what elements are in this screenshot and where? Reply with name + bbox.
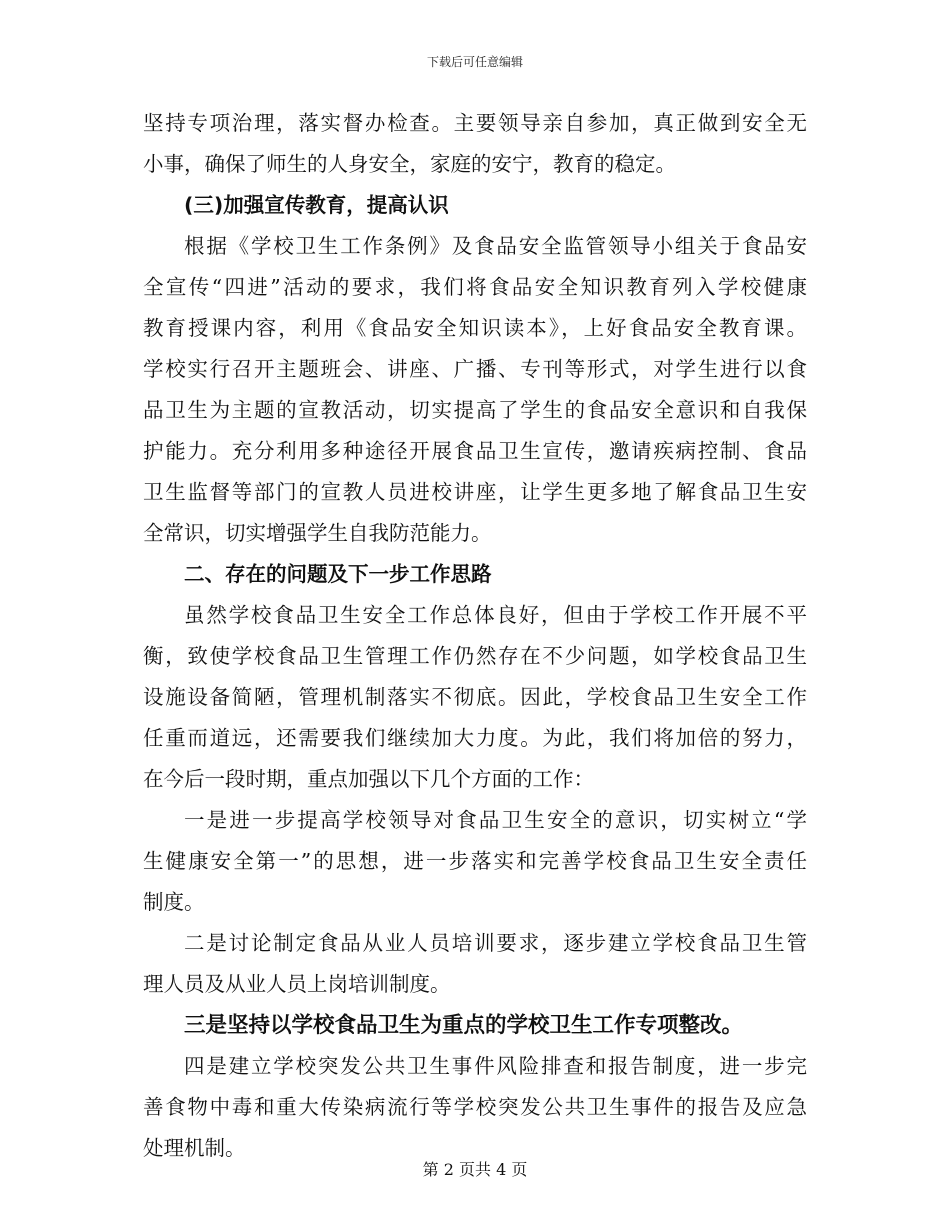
body-line: 二是讨论制定食品从业人员培训要求，逐步建立学校食品卫生管	[184, 931, 807, 955]
page-number: 第 2 页共 4 页	[422, 1160, 528, 1179]
body-line: 坚持专项治理，落实督办检查。主要领导亲自参加，真正做到安全无	[143, 111, 807, 135]
body-line: 生健康安全第一”的思想，进一步落实和完善学校食品卫生安全责任	[143, 849, 807, 873]
body-line: 衡，致使学校食品卫生管理工作仍然存在不少问题，如学校食品卫生	[143, 644, 807, 668]
section-heading: 二、存在的问题及下一步工作思路	[184, 562, 492, 586]
header-note: 下载后可任意编辑	[426, 55, 523, 69]
body-line: 根据《学校卫生工作条例》及食品安全监管领导小组关于食品安	[184, 234, 807, 258]
body-line: 学校实行召开主题班会、讲座、广播、专刊等形式，对学生进行以食	[143, 357, 807, 381]
body-line: 护能力。充分利用多种途径开展食品卫生宣传，邀请疾病控制、食品	[143, 439, 807, 463]
body-line: 处理机制。	[143, 1136, 246, 1160]
body-line: 虽然学校食品卫生安全工作总体良好，但由于学校工作开展不平	[184, 603, 807, 627]
body-line: 教育授课内容，利用《食品安全知识读本》，上好食品安全教育课。	[143, 316, 807, 340]
body-line: 全常识，切实增强学生自我防范能力。	[143, 521, 492, 545]
bold-item: 三是坚持以学校食品卫生为重点的学校卫生工作专项整改。	[184, 1013, 744, 1038]
body-line: 一是进一步提高学校领导对食品卫生安全的意识，切实树立“学	[184, 808, 807, 832]
body-line: 四是建立学校突发公共卫生事件风险排查和报告制度，进一步完	[184, 1054, 807, 1078]
body-line: 制度。	[143, 890, 205, 914]
section-heading: (三)加强宣传教育，提高认识	[184, 193, 449, 217]
body-line: 理人员及从业人员上岗培训制度。	[143, 972, 451, 996]
document-body	[143, 103, 807, 1169]
body-line: 品卫生为主题的宣教活动，切实提高了学生的食品安全意识和自我保	[143, 398, 807, 422]
body-line: 卫生监督等部门的宣教人员进校讲座，让学生更多地了解食品卫生安	[143, 480, 807, 504]
body-line: 善食物中毒和重大传染病流行等学校突发公共卫生事件的报告及应急	[143, 1095, 807, 1119]
body-line: 在今后一段时期，重点加强以下几个方面的工作：	[143, 767, 594, 791]
body-line: 任重而道远，还需要我们继续加大力度。为此，我们将加倍的努力，	[143, 726, 807, 750]
body-line: 全宣传“四进”活动的要求，我们将食品安全知识教育列入学校健康	[143, 275, 807, 299]
body-line: 小事，确保了师生的人身安全，家庭的安宁，教育的稳定。	[143, 152, 676, 176]
body-line: 设施设备简陋，管理机制落实不彻底。因此，学校食品卫生安全工作	[143, 685, 807, 709]
